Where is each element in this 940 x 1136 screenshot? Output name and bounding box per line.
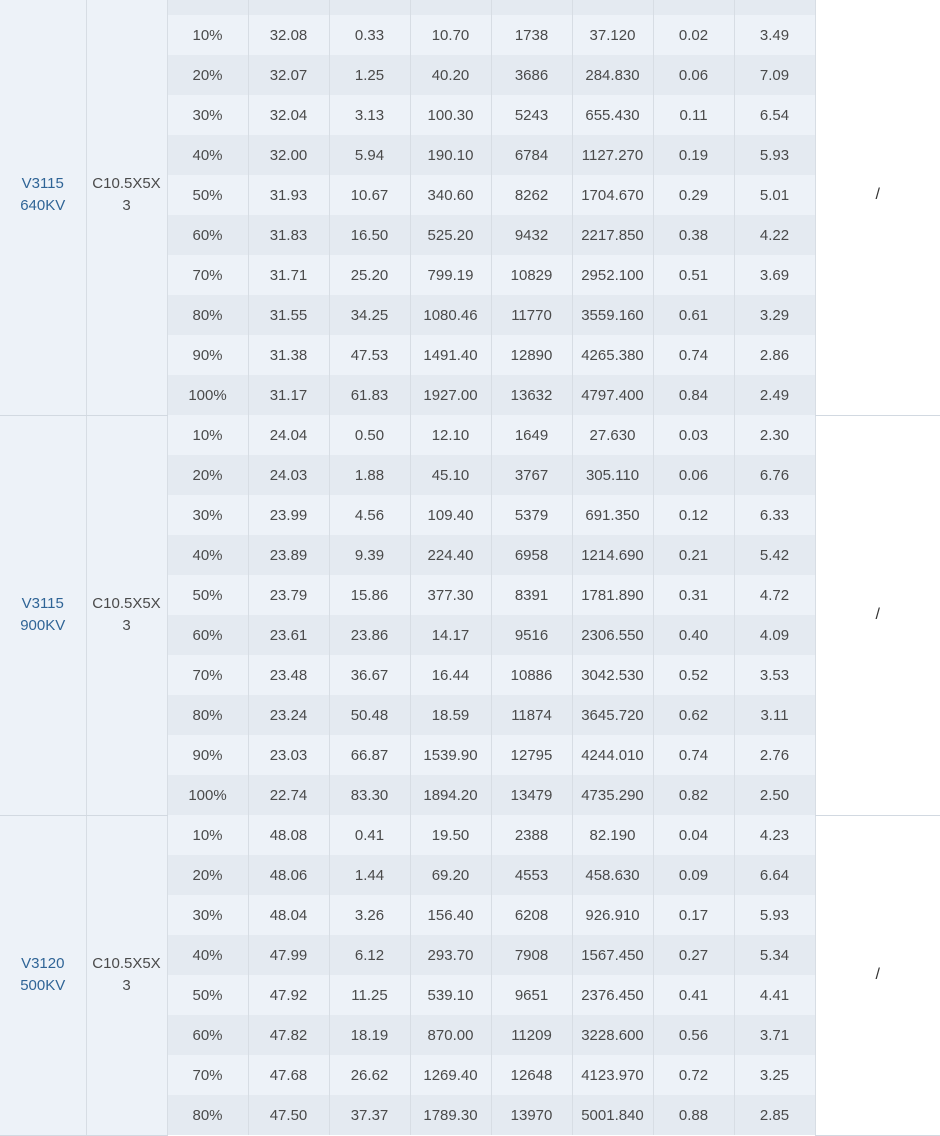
efficiency-cell: 0.17 — [653, 895, 734, 935]
ratio-cell: 6.64 — [734, 855, 815, 895]
speed-cell: 13632 — [491, 375, 572, 415]
power-cell: 539.10 — [410, 975, 491, 1015]
pressure-cell: 10.67 — [329, 175, 410, 215]
flow-cell: 48.08 — [248, 815, 329, 855]
torque-cell: 655.430 — [572, 95, 653, 135]
pressure-cell: 23.86 — [329, 615, 410, 655]
torque-cell: 2952.100 — [572, 255, 653, 295]
power-cell: 377.30 — [410, 575, 491, 615]
load-percent-cell: 40% — [167, 135, 248, 175]
torque-cell: 1781.890 — [572, 575, 653, 615]
torque-cell: 305.110 — [572, 455, 653, 495]
torque-cell: 2306.550 — [572, 615, 653, 655]
speed-cell: 2388 — [491, 815, 572, 855]
torque-cell: 1704.670 — [572, 175, 653, 215]
speed-cell: 12890 — [491, 335, 572, 375]
load-percent-cell: 60% — [167, 215, 248, 255]
efficiency-cell: 0.09 — [653, 855, 734, 895]
efficiency-cell: 0.52 — [653, 655, 734, 695]
ratio-cell: 5.93 — [734, 895, 815, 935]
speed-cell: 3767 — [491, 455, 572, 495]
ratio-cell: 3.25 — [734, 1055, 815, 1095]
fan-spec-line1: C10.5X5X — [92, 595, 161, 612]
pressure-cell: 4.56 — [329, 495, 410, 535]
ratio-cell: 3.69 — [734, 255, 815, 295]
ratio-cell: 5.34 — [734, 935, 815, 975]
flow-cell: 31.93 — [248, 175, 329, 215]
load-percent-cell: 80% — [167, 1095, 248, 1135]
speed-cell: 6208 — [491, 895, 572, 935]
efficiency-cell: 0.06 — [653, 455, 734, 495]
fan-spec-line2: 3 — [122, 617, 131, 634]
efficiency-cell: 0.82 — [653, 775, 734, 815]
ratio-cell: 5.42 — [734, 535, 815, 575]
ratio-cell: 5.93 — [734, 135, 815, 175]
pressure-cell: 3.26 — [329, 895, 410, 935]
load-percent-cell: 50% — [167, 975, 248, 1015]
flow-cell: 31.71 — [248, 255, 329, 295]
model-cell — [0, 415, 86, 815]
speed-cell: 9516 — [491, 615, 572, 655]
flow-cell: 47.99 — [248, 935, 329, 975]
speed-cell: 1649 — [491, 415, 572, 455]
flow-cell: 47.68 — [248, 1055, 329, 1095]
efficiency-cell: 0.62 — [653, 695, 734, 735]
flow-cell: 31.38 — [248, 335, 329, 375]
ratio-cell: 2.86 — [734, 335, 815, 375]
torque-cell: 82.190 — [572, 815, 653, 855]
speed-cell: 10829 — [491, 255, 572, 295]
ratio-cell: 5.01 — [734, 175, 815, 215]
power-cell: 1789.30 — [410, 1095, 491, 1135]
speed-cell: 11770 — [491, 295, 572, 335]
ratio-cell: 4.41 — [734, 975, 815, 1015]
torque-cell: 1127.270 — [572, 135, 653, 175]
flow-cell: 23.89 — [248, 535, 329, 575]
pressure-cell: 0.33 — [329, 15, 410, 55]
load-percent-cell — [167, 0, 248, 15]
power-cell: 12.10 — [410, 415, 491, 455]
efficiency-cell: 0.51 — [653, 255, 734, 295]
note-cell: / — [815, 0, 940, 415]
power-cell — [410, 0, 491, 15]
load-percent-cell: 70% — [167, 255, 248, 295]
pressure-cell: 1.88 — [329, 455, 410, 495]
torque-cell: 3559.160 — [572, 295, 653, 335]
pressure-cell: 0.41 — [329, 815, 410, 855]
pressure-cell: 5.94 — [329, 135, 410, 175]
ratio-cell: 2.85 — [734, 1095, 815, 1135]
note-cell: / — [815, 415, 940, 815]
model-voltage: 500KV — [20, 977, 66, 994]
pressure-cell: 6.12 — [329, 935, 410, 975]
model-cell — [0, 815, 86, 1135]
power-cell: 1491.40 — [410, 335, 491, 375]
load-percent-cell: 90% — [167, 335, 248, 375]
speed-cell: 12795 — [491, 735, 572, 775]
ratio-cell: 6.54 — [734, 95, 815, 135]
pressure-cell: 34.25 — [329, 295, 410, 335]
ratio-cell: 2.49 — [734, 375, 815, 415]
torque-cell: 37.120 — [572, 15, 653, 55]
speed-cell: 7908 — [491, 935, 572, 975]
torque-cell: 3042.530 — [572, 655, 653, 695]
speed-cell: 11874 — [491, 695, 572, 735]
efficiency-cell: 0.29 — [653, 175, 734, 215]
torque-cell: 3228.600 — [572, 1015, 653, 1055]
flow-cell: 31.55 — [248, 295, 329, 335]
efficiency-cell: 0.04 — [653, 815, 734, 855]
ratio-cell: 6.33 — [734, 495, 815, 535]
power-cell: 1894.20 — [410, 775, 491, 815]
power-cell: 1269.40 — [410, 1055, 491, 1095]
flow-cell: 23.79 — [248, 575, 329, 615]
flow-cell: 32.00 — [248, 135, 329, 175]
flow-cell: 48.06 — [248, 855, 329, 895]
torque-cell: 2217.850 — [572, 215, 653, 255]
ratio-cell: 7.09 — [734, 55, 815, 95]
fan-spec-line1: C10.5X5X — [92, 955, 161, 972]
model-voltage: 900KV — [20, 617, 66, 634]
load-percent-cell: 30% — [167, 95, 248, 135]
pressure-cell: 1.44 — [329, 855, 410, 895]
power-cell: 190.10 — [410, 135, 491, 175]
power-cell: 19.50 — [410, 815, 491, 855]
fan-spec-line2: 3 — [122, 977, 131, 994]
note-cell: / — [815, 815, 940, 1135]
pressure-cell: 0.50 — [329, 415, 410, 455]
torque-cell: 691.350 — [572, 495, 653, 535]
fan-spec-cell — [86, 415, 167, 815]
flow-cell: 32.07 — [248, 55, 329, 95]
table-row — [0, 0, 940, 15]
pressure-cell: 47.53 — [329, 335, 410, 375]
power-cell: 293.70 — [410, 935, 491, 975]
load-percent-cell: 100% — [167, 375, 248, 415]
load-percent-cell: 60% — [167, 1015, 248, 1055]
efficiency-cell: 0.12 — [653, 495, 734, 535]
efficiency-cell: 0.74 — [653, 735, 734, 775]
power-cell: 224.40 — [410, 535, 491, 575]
power-cell: 1080.46 — [410, 295, 491, 335]
load-percent-cell: 60% — [167, 615, 248, 655]
speed-cell — [491, 0, 572, 15]
flow-cell: 24.03 — [248, 455, 329, 495]
torque-cell: 4265.380 — [572, 335, 653, 375]
ratio-cell: 2.76 — [734, 735, 815, 775]
pressure-cell — [329, 0, 410, 15]
flow-cell — [248, 0, 329, 15]
torque-cell: 1214.690 — [572, 535, 653, 575]
speed-cell: 9651 — [491, 975, 572, 1015]
power-cell: 1539.90 — [410, 735, 491, 775]
load-percent-cell: 80% — [167, 295, 248, 335]
power-cell: 525.20 — [410, 215, 491, 255]
speed-cell: 8391 — [491, 575, 572, 615]
pressure-cell: 50.48 — [329, 695, 410, 735]
speed-cell: 10886 — [491, 655, 572, 695]
torque-cell: 926.910 — [572, 895, 653, 935]
load-percent-cell: 80% — [167, 695, 248, 735]
efficiency-cell: 0.40 — [653, 615, 734, 655]
ratio-cell: 4.09 — [734, 615, 815, 655]
efficiency-cell: 0.03 — [653, 415, 734, 455]
flow-cell: 23.99 — [248, 495, 329, 535]
ratio-cell: 3.49 — [734, 15, 815, 55]
efficiency-cell: 0.41 — [653, 975, 734, 1015]
power-cell: 69.20 — [410, 855, 491, 895]
fan-spec-cell — [86, 815, 167, 1135]
efficiency-cell: 0.84 — [653, 375, 734, 415]
model-cell — [0, 0, 86, 415]
torque-cell: 4797.400 — [572, 375, 653, 415]
ratio-cell: 3.11 — [734, 695, 815, 735]
torque-cell: 2376.450 — [572, 975, 653, 1015]
ratio-cell: 3.71 — [734, 1015, 815, 1055]
efficiency-cell: 0.61 — [653, 295, 734, 335]
pressure-cell: 83.30 — [329, 775, 410, 815]
pressure-cell: 16.50 — [329, 215, 410, 255]
ratio-cell: 4.72 — [734, 575, 815, 615]
ratio-cell: 2.30 — [734, 415, 815, 455]
pressure-cell: 9.39 — [329, 535, 410, 575]
flow-cell: 23.24 — [248, 695, 329, 735]
flow-cell: 32.04 — [248, 95, 329, 135]
ratio-cell: 6.76 — [734, 455, 815, 495]
model-name: V3115 — [21, 174, 64, 192]
pressure-cell: 15.86 — [329, 575, 410, 615]
efficiency-cell: 0.72 — [653, 1055, 734, 1095]
flow-cell: 48.04 — [248, 895, 329, 935]
torque-cell: 284.830 — [572, 55, 653, 95]
pressure-cell: 3.13 — [329, 95, 410, 135]
torque-cell — [572, 0, 653, 15]
speed-cell: 3686 — [491, 55, 572, 95]
fan-spec-cell — [86, 0, 167, 415]
torque-cell: 4735.290 — [572, 775, 653, 815]
power-cell: 799.19 — [410, 255, 491, 295]
model-name: V3115 — [21, 595, 64, 612]
load-percent-cell: 30% — [167, 495, 248, 535]
table-row — [0, 415, 940, 455]
power-cell: 156.40 — [410, 895, 491, 935]
torque-cell: 27.630 — [572, 415, 653, 455]
power-cell: 10.70 — [410, 15, 491, 55]
flow-cell: 47.50 — [248, 1095, 329, 1135]
speed-cell: 4553 — [491, 855, 572, 895]
torque-cell: 5001.840 — [572, 1095, 653, 1135]
torque-cell: 458.630 — [572, 855, 653, 895]
load-percent-cell: 20% — [167, 855, 248, 895]
pressure-cell: 1.25 — [329, 55, 410, 95]
efficiency-cell: 0.02 — [653, 15, 734, 55]
load-percent-cell: 70% — [167, 1055, 248, 1095]
efficiency-cell: 0.56 — [653, 1015, 734, 1055]
power-cell: 45.10 — [410, 455, 491, 495]
load-percent-cell: 10% — [167, 415, 248, 455]
flow-cell: 23.48 — [248, 655, 329, 695]
ratio-cell: 3.53 — [734, 655, 815, 695]
pressure-cell: 18.19 — [329, 1015, 410, 1055]
efficiency-cell: 0.74 — [653, 335, 734, 375]
load-percent-cell: 40% — [167, 535, 248, 575]
flow-cell: 23.03 — [248, 735, 329, 775]
ratio-cell: 2.50 — [734, 775, 815, 815]
speed-cell: 6958 — [491, 535, 572, 575]
ratio-cell: 4.23 — [734, 815, 815, 855]
fan-spec-line1: C10.5X5X — [92, 174, 161, 192]
load-percent-cell: 20% — [167, 455, 248, 495]
efficiency-cell: 0.19 — [653, 135, 734, 175]
speed-cell: 11209 — [491, 1015, 572, 1055]
efficiency-cell — [653, 0, 734, 15]
flow-cell: 23.61 — [248, 615, 329, 655]
power-cell: 100.30 — [410, 95, 491, 135]
speed-cell: 9432 — [491, 215, 572, 255]
pressure-cell: 11.25 — [329, 975, 410, 1015]
load-percent-cell: 50% — [167, 575, 248, 615]
speed-cell: 13970 — [491, 1095, 572, 1135]
speed-cell: 8262 — [491, 175, 572, 215]
ratio-cell: 4.22 — [734, 215, 815, 255]
flow-cell: 31.83 — [248, 215, 329, 255]
pressure-cell: 36.67 — [329, 655, 410, 695]
speed-cell: 13479 — [491, 775, 572, 815]
speed-cell: 5243 — [491, 95, 572, 135]
power-cell: 14.17 — [410, 615, 491, 655]
torque-cell: 1567.450 — [572, 935, 653, 975]
torque-cell: 4244.010 — [572, 735, 653, 775]
load-percent-cell: 30% — [167, 895, 248, 935]
torque-cell: 4123.970 — [572, 1055, 653, 1095]
flow-cell: 32.08 — [248, 15, 329, 55]
table-row — [0, 815, 940, 855]
ratio-cell: 3.29 — [734, 295, 815, 335]
fan-spec-line2: 3 — [122, 196, 131, 214]
efficiency-cell: 0.27 — [653, 935, 734, 975]
power-cell: 340.60 — [410, 175, 491, 215]
efficiency-cell: 0.38 — [653, 215, 734, 255]
load-percent-cell: 50% — [167, 175, 248, 215]
power-cell: 870.00 — [410, 1015, 491, 1055]
efficiency-cell: 0.88 — [653, 1095, 734, 1135]
power-cell: 16.44 — [410, 655, 491, 695]
pressure-cell: 61.83 — [329, 375, 410, 415]
ratio-cell — [734, 0, 815, 15]
load-percent-cell: 90% — [167, 735, 248, 775]
model-name: V3120 — [21, 955, 65, 972]
model-voltage: 640KV — [20, 196, 66, 214]
flow-cell: 47.92 — [248, 975, 329, 1015]
speed-cell: 5379 — [491, 495, 572, 535]
power-cell: 109.40 — [410, 495, 491, 535]
power-cell: 1927.00 — [410, 375, 491, 415]
efficiency-cell: 0.06 — [653, 55, 734, 95]
power-cell: 40.20 — [410, 55, 491, 95]
flow-cell: 24.04 — [248, 415, 329, 455]
speed-cell: 1738 — [491, 15, 572, 55]
power-cell: 18.59 — [410, 695, 491, 735]
flow-cell: 31.17 — [248, 375, 329, 415]
efficiency-cell: 0.11 — [653, 95, 734, 135]
flow-cell: 47.82 — [248, 1015, 329, 1055]
load-percent-cell: 10% — [167, 815, 248, 855]
flow-cell: 22.74 — [248, 775, 329, 815]
torque-cell: 3645.720 — [572, 695, 653, 735]
load-percent-cell: 40% — [167, 935, 248, 975]
efficiency-cell: 0.31 — [653, 575, 734, 615]
load-percent-cell: 70% — [167, 655, 248, 695]
load-percent-cell: 100% — [167, 775, 248, 815]
speed-cell: 12648 — [491, 1055, 572, 1095]
pressure-cell: 25.20 — [329, 255, 410, 295]
load-percent-cell: 10% — [167, 15, 248, 55]
pressure-cell: 26.62 — [329, 1055, 410, 1095]
load-percent-cell: 20% — [167, 55, 248, 95]
speed-cell: 6784 — [491, 135, 572, 175]
efficiency-cell: 0.21 — [653, 535, 734, 575]
pressure-cell: 37.37 — [329, 1095, 410, 1135]
pressure-cell: 66.87 — [329, 735, 410, 775]
